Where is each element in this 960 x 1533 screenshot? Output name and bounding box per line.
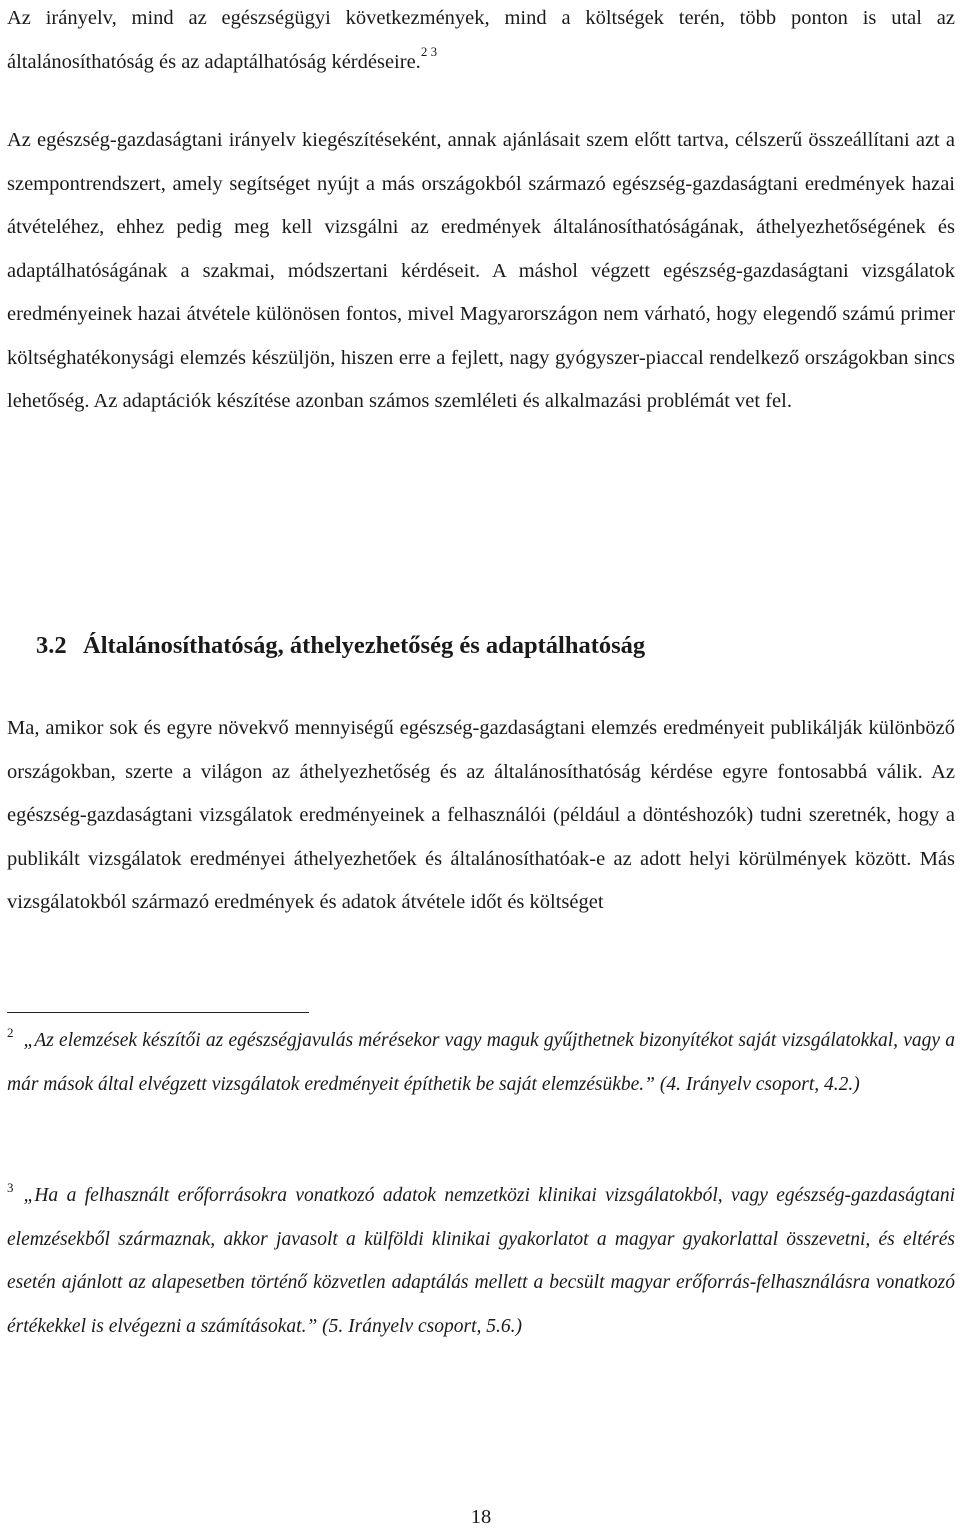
page-number: 18 — [470, 1506, 492, 1528]
footnote-separator — [7, 1012, 309, 1013]
footnote-mark: 3 — [7, 1180, 14, 1195]
paragraph-section: Ma, amikor sok és egyre növekvő mennyiségű egészség-gazdaságtani elemzés eredményeit publikálják különböző országokban, szerte a világon az áthelyezhetőség és az általánosíthatóság kérdése egyre fontosabbá válik. Az egészség-gazdaságtani vizsgálatok eredményeinek a felhasználói (például a döntéshozók) tudni szeretnék, hogy a publikált vizsgálatok eredményei áthelyezhetőek és általánosíthatóak-e az adott helyi körülmények között. Más vizsgálatokból származó eredmények és adatok átvétele időt és költséget — [7, 717, 955, 913]
section-title: Általánosíthatóság, áthelyezhetőség és adaptálhatóság — [83, 632, 646, 659]
footnote-text: „Az elemzések készítői az egészségjavulás mérésekor vagy maguk gyűjthetnek bizonyítékot saját vizsgálatokkal, vagy a már mások által elvégzett vizsgálatok eredményeit építhetik be saját elemzésükbe.” (4. Irányelv csoport, 4.2.) — [7, 1030, 955, 1095]
section-number: 3.2 — [36, 632, 67, 659]
footnote — [7, 1019, 955, 1106]
paragraph-body: Az egészség-gazdaságtani irányelv kiegészítéseként, annak ajánlásait szem előtt tartva, célszerű összeállítani azt a szempontrendszert, amely segítséget nyújt a más országokból származó egészség-gazdaságtani eredmények hazai átvételéhez, ehhez pedig meg kell vizsgálni az eredmények általánosíthatóságának, áthelyezhetőségének és adaptálhatóságának a szakmai, módszertani kérdéseit. A máshol végzett egészség-gazdaságtani vizsgálatok eredményeinek hazai átvétele különösen fontos, mivel Magyarországon nem várható, hogy elegendő számú primer költséghatékonysági elemzés készüljön, hiszen erre a fejlett, nagy gyógyszer-piaccal rendelkező országokban sincs lehetőség. Az adaptációk készítése azonban számos szemléleti és alkalmazási problémát vet fel. — [7, 129, 955, 412]
paragraph-intro — [7, 0, 955, 84]
footnote — [7, 1174, 955, 1348]
footnote-text: „Ha a felhasznált erőforrásokra vonatkozó adatok nemzetközi klinikai vizsgálatokból, vagy egészség-gazdaságtani elemzésekből származnak, akkor javasolt a külföldi klinikai gyakorlatot a magyar gyakorlattal összevetni, és eltérés esetén ajánlott az alapesetben történő közvetlen adaptálás mellett a becsült magyar erőforrás-felhasználásra vonatkozó értékekkel is elvégezni a számításokat.” (5. Irányelv csoport, 5.6.) — [7, 1185, 955, 1337]
footnote-mark: 2 — [7, 1025, 14, 1040]
footnote-refs: 2 3 — [420, 43, 438, 59]
paragraph-intro-text: Az irányelv, mind az egészségügyi következmények, mind a költségek terén, több ponton is utal az általánosíthatóság és az adaptálhatóság kérdéseire. — [7, 7, 955, 73]
